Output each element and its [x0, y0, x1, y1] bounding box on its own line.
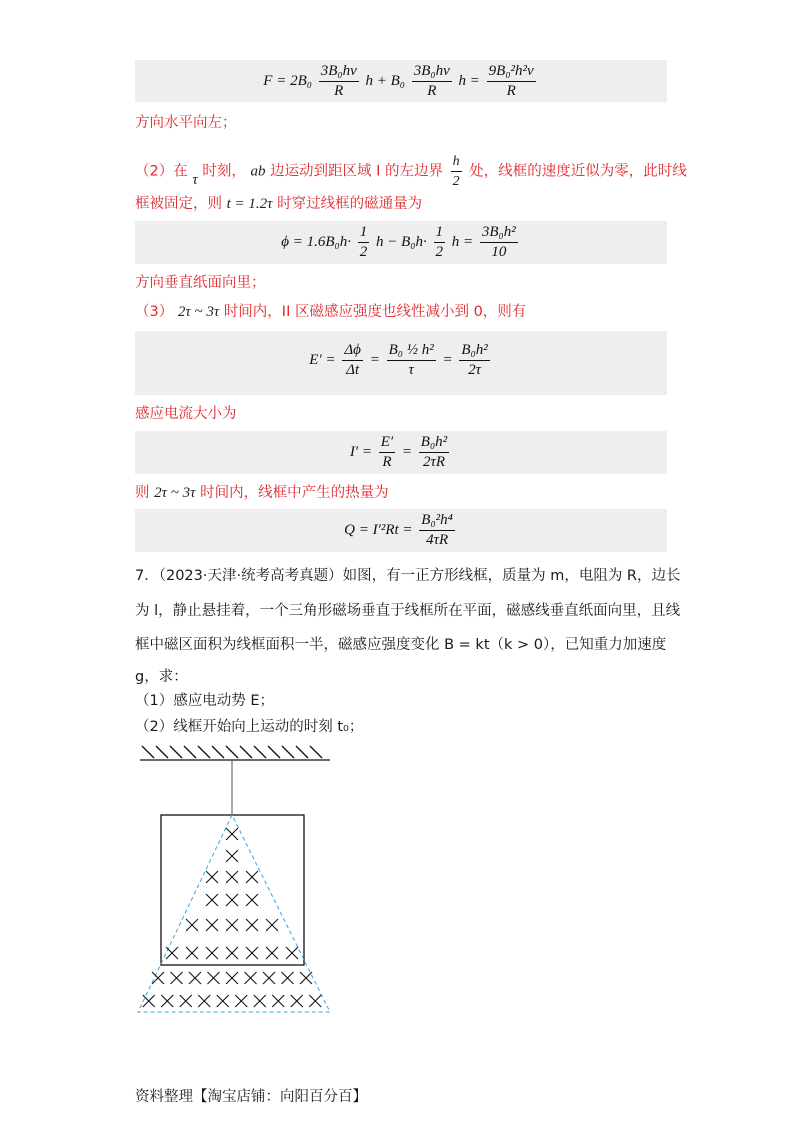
- text-part2-line2: 框被固定，则 t = 1.2τ 时穿过线框的磁通量为: [135, 196, 423, 212]
- question-7-line1: 7．（2023·天津·统考高考真题）如图，有一正方形线框，质量为 m，电阻为 R，边长: [135, 568, 681, 584]
- equation-force: F = 2B₀ $\frac{\text{3B₀hv}}{R}$ h + B₀ $\frac{\text{3B₀hv}}{R}$ h = $\frac{\text{9B₀²h²v}}{R}$: [263, 63, 534, 99]
- equation-heat: Q = I′²Rt = $\frac{\text{B₀²h⁴}}{4\tau R}$: [344, 512, 453, 548]
- text-current-label: 感应电流大小为: [135, 406, 237, 422]
- ceiling-hatch: [140, 746, 330, 760]
- text-part3: （3） 2τ ~ 3τ 时间内，II 区磁感应强度也线性减小到 0，则有: [135, 304, 527, 320]
- text-heat-label: 则 2τ ~ 3τ 时间内，线框中产生的热量为: [135, 485, 389, 501]
- question-7-line4: g，求：: [135, 669, 188, 685]
- question-7-sub1: （1）感应电动势 E；: [135, 693, 274, 709]
- footer-shop-note: 资料整理【淘宝店铺：向阳百分百】: [135, 1089, 367, 1105]
- equation-emf: E′ = $\frac{\Delta\phi}{\Delta t}$ = $\frac{\text{B₀ ½ h²}}{\tau}$ = $\frac{\text{B₀h²}}{2\tau}$: [309, 342, 488, 378]
- question-7-line3: 框中磁区面积为线框面积一半，磁感应强度变化 B = kt（k > 0），已知重力加速度: [135, 637, 667, 653]
- equation-flux: ϕ = 1.6B₀h· $\frac{1}{2}$ h − B₀h· $\frac{1}{2}$ h = $\frac{\text{3B₀h²}}{10}$: [281, 224, 516, 260]
- magnetic-field-crosses: [143, 828, 322, 1007]
- text-direction-left: 方向水平向左；: [135, 115, 237, 131]
- text-direction-in: 方向垂直纸面向里；: [135, 275, 266, 291]
- question-7-line2: 为 l，静止悬挂着，一个三角形磁场垂直于线框所在平面，磁感线垂直纸面向里，且线: [135, 603, 681, 619]
- equation-current: I′ = $\frac{E'}{R}$ = $\frac{\text{B₀h²}}{2\tau R}$: [349, 434, 448, 470]
- square-wire-frame: [161, 815, 304, 965]
- text-part2-line1: （2）在 τ 时刻， ab 边运动到距区域 I 的左边界 $\frac{h}{2}$ 处，线框的速度近似为零，此时线: [135, 154, 687, 189]
- question-7-sub2: （2）线框开始向上运动的时刻 t₀；: [135, 719, 364, 735]
